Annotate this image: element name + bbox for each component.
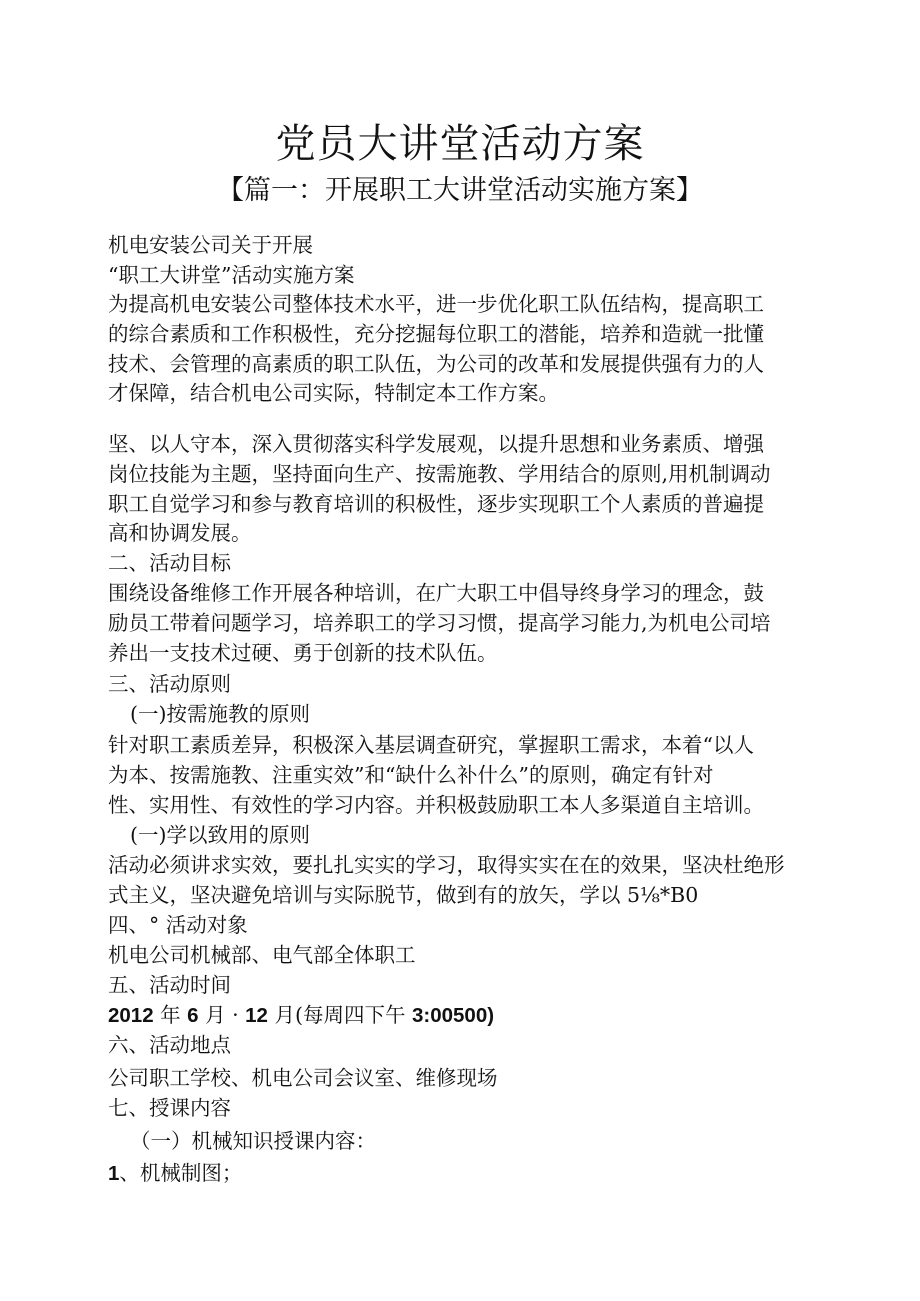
- list-item-text: 、机械制图；: [119, 1161, 243, 1185]
- text-line: “职工大讲堂”活动实施方案: [108, 263, 355, 287]
- year-char: 年: [153, 1003, 188, 1027]
- section-heading: 三、活动原则: [108, 672, 231, 696]
- text-line: 性、实用性、有效性的学习内容。并积极鼓励职工本人多渠道自主培训。: [108, 793, 764, 817]
- time-line: [108, 999, 838, 1032]
- text-line: 岗位技能为主题，坚持面向生产、按需施教、学用结合的原则,用机制调动: [108, 462, 771, 486]
- text-line: 为提高机电安装公司整体技术水平，进一步优化职工队伍结构，提高职工: [108, 292, 764, 316]
- text-line: 励员工带着问题学习，培养职工的学习习惯，提高学习能力,为机电公司培: [108, 611, 771, 635]
- text-line: 活动必须讲求实效，要扎扎实实的学习，取得实实在在的效果，坚决杜绝形: [108, 853, 785, 877]
- list-item: [108, 1157, 838, 1190]
- list-number: 1: [108, 1162, 120, 1185]
- text-line: 的综合素质和工作积极性，充分挖掘每位职工的潜能，培养和造就一批懂: [108, 322, 764, 346]
- month-separator: 月 ·: [198, 1003, 246, 1027]
- document-title: 党员大讲堂活动方案: [275, 121, 645, 167]
- text-line: 围绕设备维修工作开展各种培训，在广大职工中倡导终身学习的理念，鼓: [108, 581, 764, 605]
- section-heading: 二、活动目标: [108, 551, 231, 575]
- text-line: 职工自觉学习和参与教育培训的积极性，逐步实现职工个人素质的普遍提: [108, 492, 764, 516]
- text-line: 才保障，结合机电公司实际，特制定本工作方案。: [108, 381, 559, 405]
- subsection-heading: （一）机械知识授课内容：: [130, 1129, 376, 1153]
- text-line: 养出一支技术过硬、勇于创新的技术队伍。: [108, 641, 498, 665]
- section-heading: 七、授课内容: [108, 1096, 231, 1120]
- month-end-number: 12: [245, 1004, 268, 1027]
- clock-time: 3:00500): [411, 1004, 495, 1027]
- text-line: 公司职工学校、机电公司会议室、维修现场: [108, 1066, 498, 1090]
- section-heading: 四、° 活动对象: [108, 913, 248, 937]
- text-line: 机电安装公司关于开展: [108, 233, 313, 257]
- text-line: 机电公司机械部、电气部全体职工: [108, 943, 416, 967]
- text-line: 式主义，坚决避免培训与实际脱节，做到有的放矢，学以 5⅛*B0: [108, 883, 699, 907]
- subsection-heading: (一)按需施教的原则: [130, 702, 310, 726]
- subsection-heading: (一)学以致用的原则: [130, 823, 310, 847]
- text-line: 为本、按需施教、注重实效”和“缺什么补什么”的原则，确定有针对: [108, 763, 714, 787]
- section-heading: 五、活动时间: [108, 973, 231, 997]
- month-start-number: 6: [187, 1004, 199, 1027]
- text-line: 针对职工素质差异，积极深入基层调查研究，掌握职工需求，本着“以人: [108, 733, 754, 757]
- section-heading: 六、活动地点: [108, 1033, 231, 1057]
- schedule-text: 月(每周四下午: [267, 1003, 412, 1027]
- text-line: 技术、会管理的高素质的职工队伍，为公司的改革和发展提供强有力的人: [108, 352, 764, 376]
- year-number: 2012: [108, 1004, 154, 1027]
- document-subtitle: 【篇一：开展职工大讲堂活动实施方案】: [217, 175, 703, 206]
- text-line: 高和协调发展。: [108, 521, 252, 545]
- text-line: 坚、以人守本，深入贯彻落实科学发展观，以提升思想和业务素质、增强: [108, 432, 764, 456]
